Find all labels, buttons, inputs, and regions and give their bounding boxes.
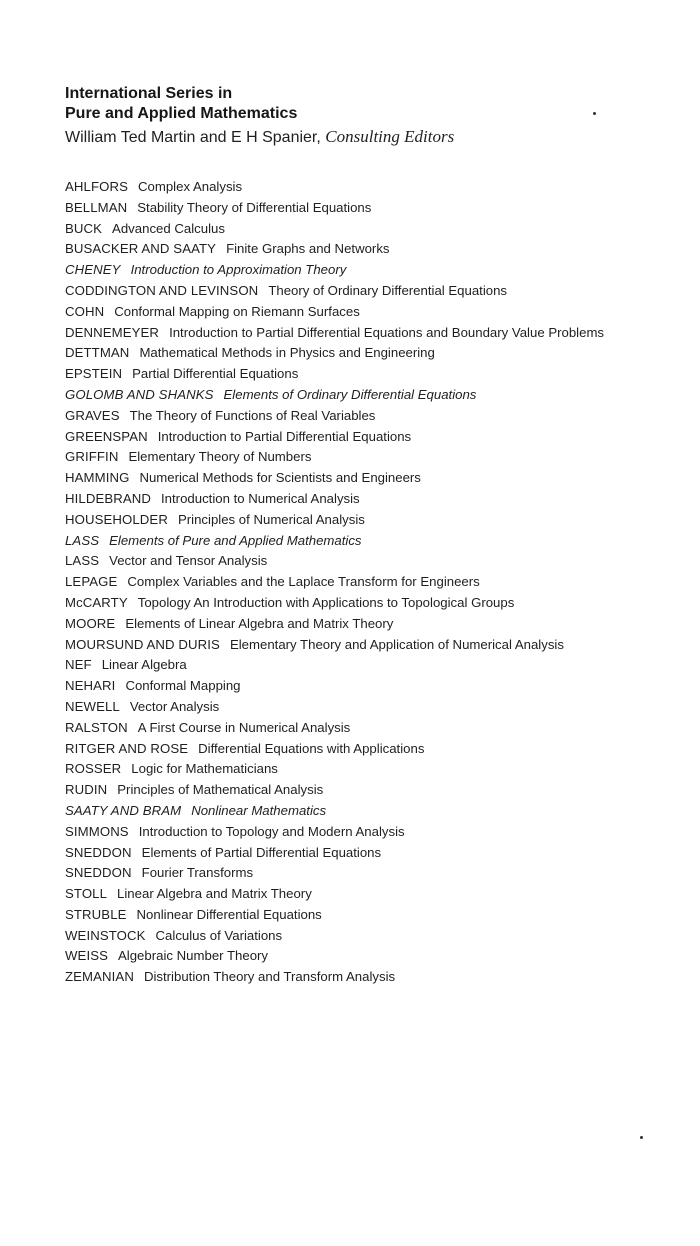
book-title: Numerical Methods for Scientists and Engineers <box>139 470 421 486</box>
book-author: NEWELL <box>65 698 120 714</box>
book-author: CHENEY <box>65 262 121 278</box>
editors-role: Consulting Editors <box>325 127 455 146</box>
book-title: Elements of Ordinary Differential Equations <box>223 386 477 402</box>
book-title: The Theory of Functions of Real Variables <box>129 407 376 423</box>
book-title: Elementary Theory and Application of Numerical Analysis <box>229 636 564 652</box>
book-entry <box>65 635 625 656</box>
consulting-editors <box>65 126 625 149</box>
book-author: RUDIN <box>65 782 108 798</box>
book-entry <box>65 302 625 323</box>
book-title: Algebraic Number Theory <box>118 948 269 964</box>
book-title: Stability Theory of Differential Equations <box>137 199 372 215</box>
book-entry <box>65 801 625 822</box>
book-title: Elementary Theory of Numbers <box>128 449 312 465</box>
book-author: STRUBLE <box>65 906 127 922</box>
book-entry <box>65 239 625 260</box>
book-entry <box>65 572 625 593</box>
book-title: Vector Analysis <box>129 698 220 714</box>
book-entry <box>65 718 625 739</box>
book-title: Fourier Transforms <box>141 865 254 881</box>
book-entry <box>65 447 625 468</box>
book-entry <box>65 364 625 385</box>
book-author: GOLOMB AND SHANKS <box>65 386 214 402</box>
book-entry <box>65 614 625 635</box>
book-author: GRAVES <box>65 407 120 423</box>
book-entry <box>65 822 625 843</box>
book-title: Introduction to Topology and Modern Analysis <box>138 823 405 839</box>
book-title: Principles of Mathematical Analysis <box>117 782 324 798</box>
series-title-line-2: Pure and Applied Mathematics <box>65 105 298 122</box>
book-title: Principles of Numerical Analysis <box>177 511 365 527</box>
book-entry <box>65 843 625 864</box>
book-author: DETTMAN <box>65 345 130 361</box>
book-entry <box>65 780 625 801</box>
book-author: SNEDDON <box>65 844 132 860</box>
book-title: Linear Algebra and Matrix Theory <box>117 886 312 902</box>
book-title: Conformal Mapping <box>125 678 241 694</box>
book-entry <box>65 655 625 676</box>
book-title: Logic for Mathematicians <box>131 761 278 777</box>
book-entry <box>65 551 625 572</box>
book-title: Differential Equations with Applications <box>198 740 425 756</box>
book-author: WEINSTOCK <box>65 927 146 943</box>
book-author: BUSACKER AND SAATY <box>65 241 217 257</box>
book-title: Elements of Pure and Applied Mathematics <box>109 532 362 548</box>
book-entry <box>65 739 625 760</box>
book-author: MOORE <box>65 615 116 631</box>
book-entry <box>65 489 625 510</box>
book-title: Calculus of Variations <box>155 927 283 943</box>
book-entry <box>65 697 625 718</box>
book-title: Distribution Theory and Transform Analysis <box>143 969 396 985</box>
editors-names: William Ted Martin and E H Spanier, <box>65 129 321 146</box>
book-author: NEF <box>65 657 92 673</box>
book-author: LASS <box>65 532 100 548</box>
book-title: Theory of Ordinary Differential Equations <box>268 282 508 298</box>
book-entry <box>65 531 625 552</box>
book-author: LASS <box>65 553 100 569</box>
book-list <box>65 177 625 988</box>
series-title-line-1: International Series in <box>65 85 233 102</box>
book-title: Partial Differential Equations <box>132 366 299 382</box>
book-author: SNEDDON <box>65 865 132 881</box>
book-title: Introduction to Partial Differential Equations and Boundary Value Problems <box>169 324 605 340</box>
book-entry <box>65 323 625 344</box>
book-author: WEISS <box>65 948 108 964</box>
book-title: Advanced Calculus <box>112 220 225 236</box>
speck-mark <box>640 1136 643 1139</box>
book-title: Mathematical Methods in Physics and Engineering <box>139 345 435 361</box>
book-title: Complex Variables and the Laplace Transform for Engineers <box>127 574 480 590</box>
book-author: COHN <box>65 303 105 319</box>
book-title: A First Course in Numerical Analysis <box>137 719 351 735</box>
book-entry <box>65 863 625 884</box>
book-entry <box>65 343 625 364</box>
book-author: RITGER AND ROSE <box>65 740 189 756</box>
book-author: DENNEMEYER <box>65 324 160 340</box>
book-entry <box>65 260 625 281</box>
book-title: Conformal Mapping on Riemann Surfaces <box>114 303 360 319</box>
book-author: ROSSER <box>65 761 122 777</box>
book-author: NEHARI <box>65 678 116 694</box>
book-entry <box>65 593 625 614</box>
book-author: HILDEBRAND <box>65 490 152 506</box>
book-author: SAATY AND BRAM <box>65 802 182 818</box>
book-author: SIMMONS <box>65 823 129 839</box>
book-entry <box>65 385 625 406</box>
book-author: EPSTEIN <box>65 366 123 382</box>
book-author: BELLMAN <box>65 199 128 215</box>
book-title: Nonlinear Differential Equations <box>136 906 322 922</box>
book-author: HAMMING <box>65 470 130 486</box>
book-author: GREENSPAN <box>65 428 148 444</box>
book-entry <box>65 884 625 905</box>
book-title: Vector and Tensor Analysis <box>109 553 268 569</box>
book-entry <box>65 926 625 947</box>
book-author: MOURSUND AND DURIS <box>65 636 220 652</box>
book-entry <box>65 427 625 448</box>
book-author: STOLL <box>65 886 108 902</box>
book-title: Introduction to Numerical Analysis <box>161 490 360 506</box>
book-entry <box>65 946 625 967</box>
book-entry <box>65 198 625 219</box>
book-entry <box>65 468 625 489</box>
book-title: Introduction to Partial Differential Equations <box>157 428 412 444</box>
book-author: McCARTY <box>65 594 128 610</box>
book-entry <box>65 406 625 427</box>
book-author: GRIFFIN <box>65 449 119 465</box>
book-entry <box>65 676 625 697</box>
book-author: AHLFORS <box>65 179 128 194</box>
book-entry <box>65 759 625 780</box>
book-author: HOUSEHOLDER <box>65 511 168 527</box>
book-entry <box>65 967 625 988</box>
book-title: Nonlinear Mathematics <box>191 802 327 818</box>
book-title: Elements of Linear Algebra and Matrix Theory <box>125 615 394 631</box>
series-page <box>65 84 625 988</box>
book-author: LEPAGE <box>65 574 118 590</box>
book-entry <box>65 177 625 198</box>
book-title: Linear Algebra <box>101 657 187 673</box>
book-entry <box>65 281 625 302</box>
book-entry <box>65 219 625 240</box>
book-title: Introduction to Approximation Theory <box>130 262 347 278</box>
book-entry <box>65 905 625 926</box>
speck-mark <box>593 112 596 115</box>
book-title: Complex Analysis <box>138 179 243 194</box>
book-author: ZEMANIAN <box>65 969 134 985</box>
book-author: CODDINGTON AND LEVINSON <box>65 282 259 298</box>
book-entry <box>65 510 625 531</box>
book-title: Finite Graphs and Networks <box>226 241 390 257</box>
book-title: Topology An Introduction with Applications to Topological Groups <box>137 594 515 610</box>
book-title: Elements of Partial Differential Equations <box>141 844 382 860</box>
book-author: RALSTON <box>65 719 128 735</box>
book-author: BUCK <box>65 220 103 236</box>
